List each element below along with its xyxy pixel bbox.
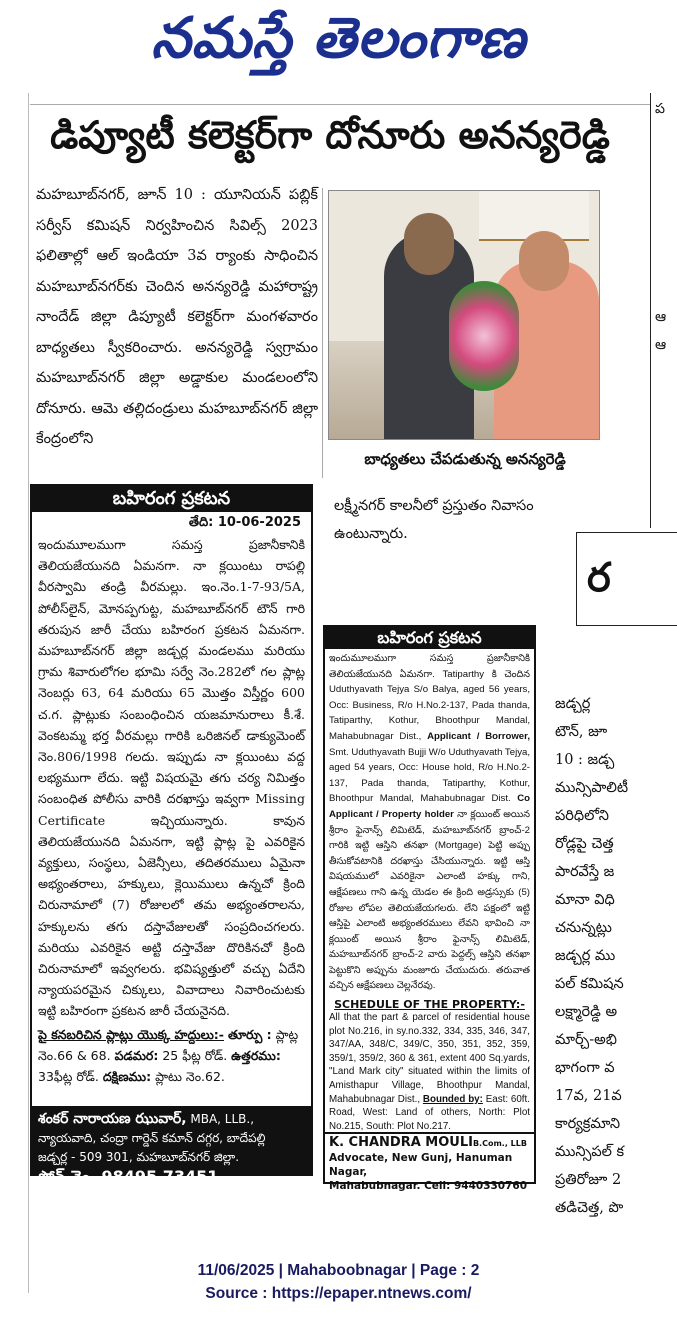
column-divider-right bbox=[650, 93, 651, 528]
right-col-line: పల్‌ కమిషన bbox=[555, 976, 624, 992]
photo-person-left-head bbox=[404, 213, 454, 275]
page-footer bbox=[0, 1259, 677, 1305]
adjacent-story-column bbox=[555, 690, 677, 1222]
right-col-line: ప్రతిరోజూ 2 bbox=[555, 1172, 622, 1188]
ad1-east: ప్లాట్ల నెం.66 & 68. bbox=[38, 1026, 299, 1063]
right-col-line: తడిచెత్త, పొ bbox=[555, 1200, 624, 1216]
right-col-line: 17వ, 21వ bbox=[555, 1088, 622, 1104]
footer-source: Source : https://epaper.ntnews.com/ bbox=[205, 1285, 472, 1302]
right-col-line: జడ్చర్ల bbox=[555, 696, 591, 712]
public-notice-ad-1 bbox=[30, 484, 313, 1186]
right-col-line: జడ్చర్ల ము bbox=[555, 948, 616, 964]
right-col-line: లక్ష్మారెడ్డి అ bbox=[555, 1004, 618, 1020]
right-col-line: భాగంగా వ bbox=[555, 1060, 615, 1076]
ad2-sig-name: K. CHANDRA MOULI bbox=[329, 1135, 473, 1150]
column-divider-left bbox=[28, 93, 29, 1293]
photo-person-right-head bbox=[519, 231, 569, 291]
adjacent-headline-glyph: ర bbox=[587, 555, 611, 601]
right-col-line: టౌన్‌, జూ bbox=[555, 724, 608, 740]
ad2-schedule bbox=[325, 1011, 534, 1133]
fragment-glyph: ఆ bbox=[655, 309, 667, 325]
footer-date-edition: 11/06/2025 | Mahaboobnagar | Page : 2 bbox=[197, 1262, 480, 1279]
ad1-south: ప్లాటు నెం.62. bbox=[155, 1068, 225, 1084]
right-col-line: 10 : జడ్చ bbox=[555, 752, 615, 768]
ad2-sig-address-1: Advocate, New Gunj, Hanuman Nagar, bbox=[329, 1152, 513, 1178]
masthead bbox=[0, 0, 677, 92]
ad2-applicant-label: Applicant / Borrower, bbox=[427, 730, 530, 742]
right-col-line: పారవేస్తే జ bbox=[555, 864, 615, 880]
ad2-bounded-label: Bounded by: bbox=[422, 1093, 483, 1105]
right-col-line: మున్సిపాలిటీ bbox=[555, 780, 629, 796]
ad2-signature bbox=[325, 1132, 534, 1192]
right-col-line: మానా విధి bbox=[555, 892, 615, 908]
ad2-bounds: East: 60ft. Road, West: Land of others, North: Plot No.215, South: Plot No.217. bbox=[329, 1093, 530, 1132]
column-divider-story bbox=[322, 188, 323, 478]
story-body: మహబూబ్‌నగర్‌, జూన్‌ 10 : యూనియన్‌ పబ్లిక్‌ సర్వీస్‌ కమిషన్‌ నిర్వహించిన సివిల్స్‌ 2023 ఫలితాల్లో ఆల్‌ ఇండియా 3వ ర్యాంకు సాధించిన మహబూబ్‌నగర్‌కు చెందిన అనన్యరెడ్డి మహారాష్ట్ర నాందేడ్‌ జిల్లా డిప్యూటీ కలెక్టర్‌గా మంగళవారం బాధ్యతలు స్వీకరించారు. అనన్యరెడ్డి స్వగ్రామం మహబూబ్‌నగర్‌ జిల్లా అడ్డాకుల మండలంలోని దోనూరు. ఆమె తల్లిదండ్రులు మహబూబ్‌నగర్‌ జిల్లా కేంద్రంలోని bbox=[36, 187, 318, 447]
ad2-sig-degree: B.Com., LLB bbox=[472, 1139, 527, 1148]
ad2-sig-address-2: Mahabubnagar. Cell: 9440330760 bbox=[329, 1180, 528, 1192]
right-col-line: కార్యక్రమాని bbox=[555, 1116, 621, 1132]
right-col-line: మార్చ్‌-అభి bbox=[555, 1032, 617, 1048]
fragment-glyph: ప bbox=[655, 101, 665, 117]
ad1-sig-degree: MBA, LLB., bbox=[190, 1112, 255, 1126]
ad1-south-label: దక్షిణము: bbox=[102, 1068, 152, 1084]
headline: డిప్యూటీ కలెక్టర్‌గా దోనూరు అనన్యరెడ్డి bbox=[50, 113, 610, 157]
ad1-north-label: ఉత్తరము: bbox=[231, 1047, 281, 1063]
right-col-line: చనున్నట్లు bbox=[555, 920, 612, 936]
photo-caption: బాధ్యతలు చేపడుతున్న అనన్యరెడ్డి bbox=[364, 450, 566, 468]
public-notice-ad-2 bbox=[323, 625, 536, 1192]
photo-bouquet bbox=[449, 281, 519, 391]
ad1-west: 25 ఫీట్ల రోడ్‌. bbox=[162, 1047, 228, 1063]
ad1-bounds-title: పై కనబరిచిన ప్లాట్లు యొక్క హద్దులు:- bbox=[38, 1026, 224, 1042]
ad2-body bbox=[325, 649, 534, 996]
ad2-schedule-title: SCHEDULE OF THE PROPERTY:- bbox=[334, 998, 525, 1012]
ad1-west-label: పడమర: bbox=[114, 1047, 159, 1063]
story-continuation: లక్ష్మీనగర్‌ కాలనీలో ప్రస్తుతం నివాసం ఉంటున్నారు. bbox=[334, 498, 534, 542]
ad2-intro: ఇందుమూలముగా సమస్త ప్రజానీకానికి తెలియజేయునది ఏమనగా. Tatiparthy కి చెందిన Uduthyavath Tejya S/o Balya, aged 56 years, Occ: Business, R/o H.No.2-137, Pada thanda, Tatiparthy, Kothur, Bhoothpur Mandal, Mahabubnagar Dist., bbox=[329, 653, 530, 742]
ad2-schedule-text: All that the part & parcel of residential house plot No.216, in sy.no.332, 334, 335, 346, 347, 347/AA, 348/C, 349/C, 350, 351, 352, 359, 359/1, 359/2, 360 & 361, extent 400 Sq.yards, "Land Mark city" situated within the limits of Amisthapur Village, Bhoothpur Mandal, Mahabubnagar Dist., bbox=[329, 1012, 530, 1105]
right-col-line: రోడ్లపై చెత్త bbox=[555, 836, 614, 852]
ad1-north: 33ఫీట్ల రోడ్‌. bbox=[38, 1068, 99, 1084]
ad1-signature bbox=[32, 1106, 311, 1186]
fragment-glyph: ఆ bbox=[655, 337, 667, 353]
news-photo bbox=[328, 190, 600, 440]
ad1-body: ఇందుమూలముగా సమస్త ప్రజానీకానికి తెలియజేయునది ఏమనగా. నా క్లయింటు రాపల్లి వీరస్వామి తండ్రి వీరమల్లు. ఇం.నెం.1-7-93/5A, పోలీస్‌లైన్‌, మోనప్పగుట్ట, మహబూబ్‌నగర్‌ టౌన్‌ గారి తరుపున జారీ చేయు బహిరంగ ప్రకటన ఏమనగా. మహబూబ్‌నగర్‌ జిల్లా జడ్చర్ల మండలము మరియు గ్రామ శివారులోగల భూమి సర్వే నెం.282లో గల ప్లాట్ల నెంబర్లు 63, 64 మరియు 65 మొత్తం విస్తీర్ణం 600 చ.గ. ప్లాట్లుకు సంబంధించిన యజమానురాలు కీ.శే. వెంకటమ్మ భర్త వీరమల్లు గారికి ఒరిజినల్‌ డాక్యుమెంట్‌ నెం.806/1998 గలదు. ఇప్పుడు నా క్లయింటు వద్ద లభ్యముగా లేదు. ఇట్టి విషయమై తగు చర్య నిమిత్తం సంబంధిత పోలీసు వారికి దరఖాస్తు ఇవ్వగా Missing Certificate ఇచ్చియున్నారు. కావున తెలియజేయునది ఏమనగా, ఇట్టి ప్లాట్ల పై ఎవరికైన వ్యక్తులు, సంస్థలు, ఏజెన్సీలు, తదితరములు ఏమైనా అభ్యంతరాలు, హక్కులు, క్లెయిములు ఉన్నచో క్రింది చిరునామాలో (7) రోజులలో తమ అభ్యంతరాలను, హక్కులను తగు దస్తావేజులతో సంప్రదించగలరు. మరియు ఎవరికైన అట్టి దస్తావేజు దొరికినచో క్రింది చిరునామాలో ఇవ్వగలరు. భవిష్యత్తులో వచ్చు ఏదేని న్యాయపరమైన చిక్కులు, వివాదాలు నివారించుటకు ఇట్టి బహిరంగా ప్రకటన జారీ చేయనైనది. bbox=[38, 537, 305, 1019]
right-col-line: మున్సిపల్‌ క bbox=[555, 1144, 625, 1160]
adjacent-story-fragment bbox=[655, 95, 677, 359]
ad1-boundaries bbox=[32, 1022, 311, 1089]
ad2-applicant: Smt. Uduthyavath Bujji W/o Uduthyavath Tejya, aged 54 years, Occ: House hold, R/o H.No.2-137, Pada thanda, Tatiparthy, Kothur, Bhoothpur Mandal, Mahabubnagar Dist. bbox=[329, 746, 530, 805]
ad2-coapplicant-label: Co Applicant / Property holder bbox=[329, 793, 530, 820]
ad1-sig-address-1: న్యాయవాది, చంద్రా గార్డెన్‌ కమాన్‌ దగ్గర, బాదేపల్లి bbox=[38, 1131, 266, 1145]
ad2-title: బహిరంగ ప్రకటన bbox=[325, 627, 534, 649]
ad1-title: బహిరంగ ప్రకటన bbox=[32, 486, 311, 512]
adjacent-headline-box bbox=[576, 532, 677, 626]
newspaper-title: నమస్తే తెలంగాణ bbox=[151, 6, 526, 71]
ad1-east-label: తూర్పు : bbox=[227, 1026, 272, 1042]
ad1-date: తేది: 10-06-2025 bbox=[188, 515, 301, 530]
ad1-sig-name: శంకర్‌ నారాయణ ఝువార్‌, bbox=[38, 1111, 187, 1127]
ad2-coapplicant: నా క్లయింట్‌ అయిన శ్రీరాం ఫైనాన్స్‌ లిమిటెడ్‌, మహబూబ్‌నగర్‌ బ్రాంచ్‌-2 గారికి ఇట్టి ఆస్తిని తనఖా (Mortgage) పెట్టి అప్పు తీసుకోవటానికి దరఖాస్తు చేసియున్నారు. ఇట్టి ఆస్తి విషయములో ఎవరికైనా ఎలాంటి హక్కు గాని, ఆక్షేపణలు గాని ఉన్న యెడల ఈ క్రింది అడ్రస్సుకు (5) రోజుల లోపల తెలియజేయగలరు. లేని పక్షంలో ఇట్టి ఆస్తిపై ఎలాంటి అభ్యంతరములు లేవని భావించి నా క్లయింట్‌ అయిన శ్రీరాం ఫైనాన్స్‌ లిమిటెడ్‌, మహబూబ్‌నగర్‌ బ్రాంచ్‌-2 వారు పెద్దల్స్‌ ఆస్తిని తనఖా పెట్టుకొని అప్పును మంజూరు చేయుదురు. తరువాత వచ్చిన ఆక్షేపణలు చెల్లనేరవు. bbox=[329, 808, 531, 992]
ad1-sig-address-2: జడ్చర్ల - 509 301, మహబూబ్‌నగర్‌ జిల్లా. bbox=[38, 1150, 240, 1164]
right-col-line: పరిధిలోని bbox=[555, 808, 609, 824]
ad1-sig-phone: ఫోన్‌ నెం. 98495 73451 bbox=[38, 1167, 219, 1186]
headline-rule bbox=[30, 104, 650, 105]
